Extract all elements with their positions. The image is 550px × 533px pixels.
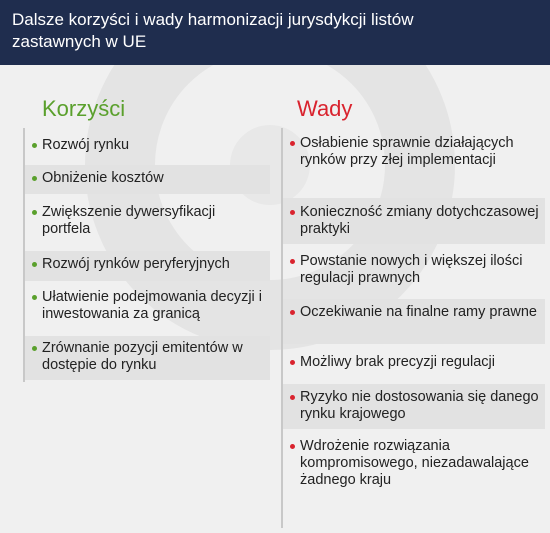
list-item [283,437,545,511]
bullet-icon [32,346,37,351]
bullet-icon [290,141,295,146]
list-item [283,299,545,344]
list-item [283,384,545,429]
bullet-icon [290,210,295,215]
list-item [283,198,545,244]
bullet-icon [32,295,37,300]
list-item [25,288,270,328]
list-item [25,251,270,281]
list-item [25,336,270,380]
bullet-icon [32,262,37,267]
benefit-text: Zrównanie pozycji emitentów w dostępie do rynku [42,340,243,373]
bullet-icon [290,310,295,315]
benefit-text: Obniżenie kosztów [42,170,164,186]
header-bar [0,0,550,65]
list-item [25,203,270,243]
benefit-text: Zwiększenie dywersyfikacji portfela [42,204,216,237]
drawbacks-title: Wady [297,96,353,121]
bullet-icon [290,395,295,400]
drawback-text: Konieczność zmiany dotychczasowej praktyki [300,204,539,237]
list-item [25,135,270,161]
list-item [283,353,545,379]
drawback-text: Osłabienie sprawnie działających rynków przy złej implementacji [300,135,514,168]
bullet-icon [290,259,295,264]
bullet-icon [32,176,37,181]
list-item [283,134,545,190]
bullet-icon [290,360,295,365]
benefit-text: Ułatwienie podejmowania decyzji i inwestowania za granicą [42,289,263,322]
bullet-icon [32,143,37,148]
benefit-text: Rozwój rynków peryferyjnych [42,256,230,272]
page-title: Dalsze korzyści i wady harmonizacji jurysdykcji listów zastawnych w UE [12,10,414,51]
bullet-icon [32,210,37,215]
bullet-icon [290,444,295,449]
benefit-text: Rozwój rynku [42,137,130,153]
list-item [25,165,270,194]
drawback-text: Wdrożenie rozwiązania kompromisowego, niezadawalające żadnego kraju [300,438,529,488]
drawback-text: Oczekiwanie na finalne ramy prawne [300,304,537,320]
drawback-text: Możliwy brak precyzji regulacji [300,354,495,370]
list-item [283,252,545,292]
benefits-title: Korzyści [42,96,126,121]
drawback-text: Ryzyko nie dostosowania się danego rynku krajowego [300,389,539,422]
drawback-text: Powstanie nowych i większej ilości regulacji prawnych [300,253,523,286]
